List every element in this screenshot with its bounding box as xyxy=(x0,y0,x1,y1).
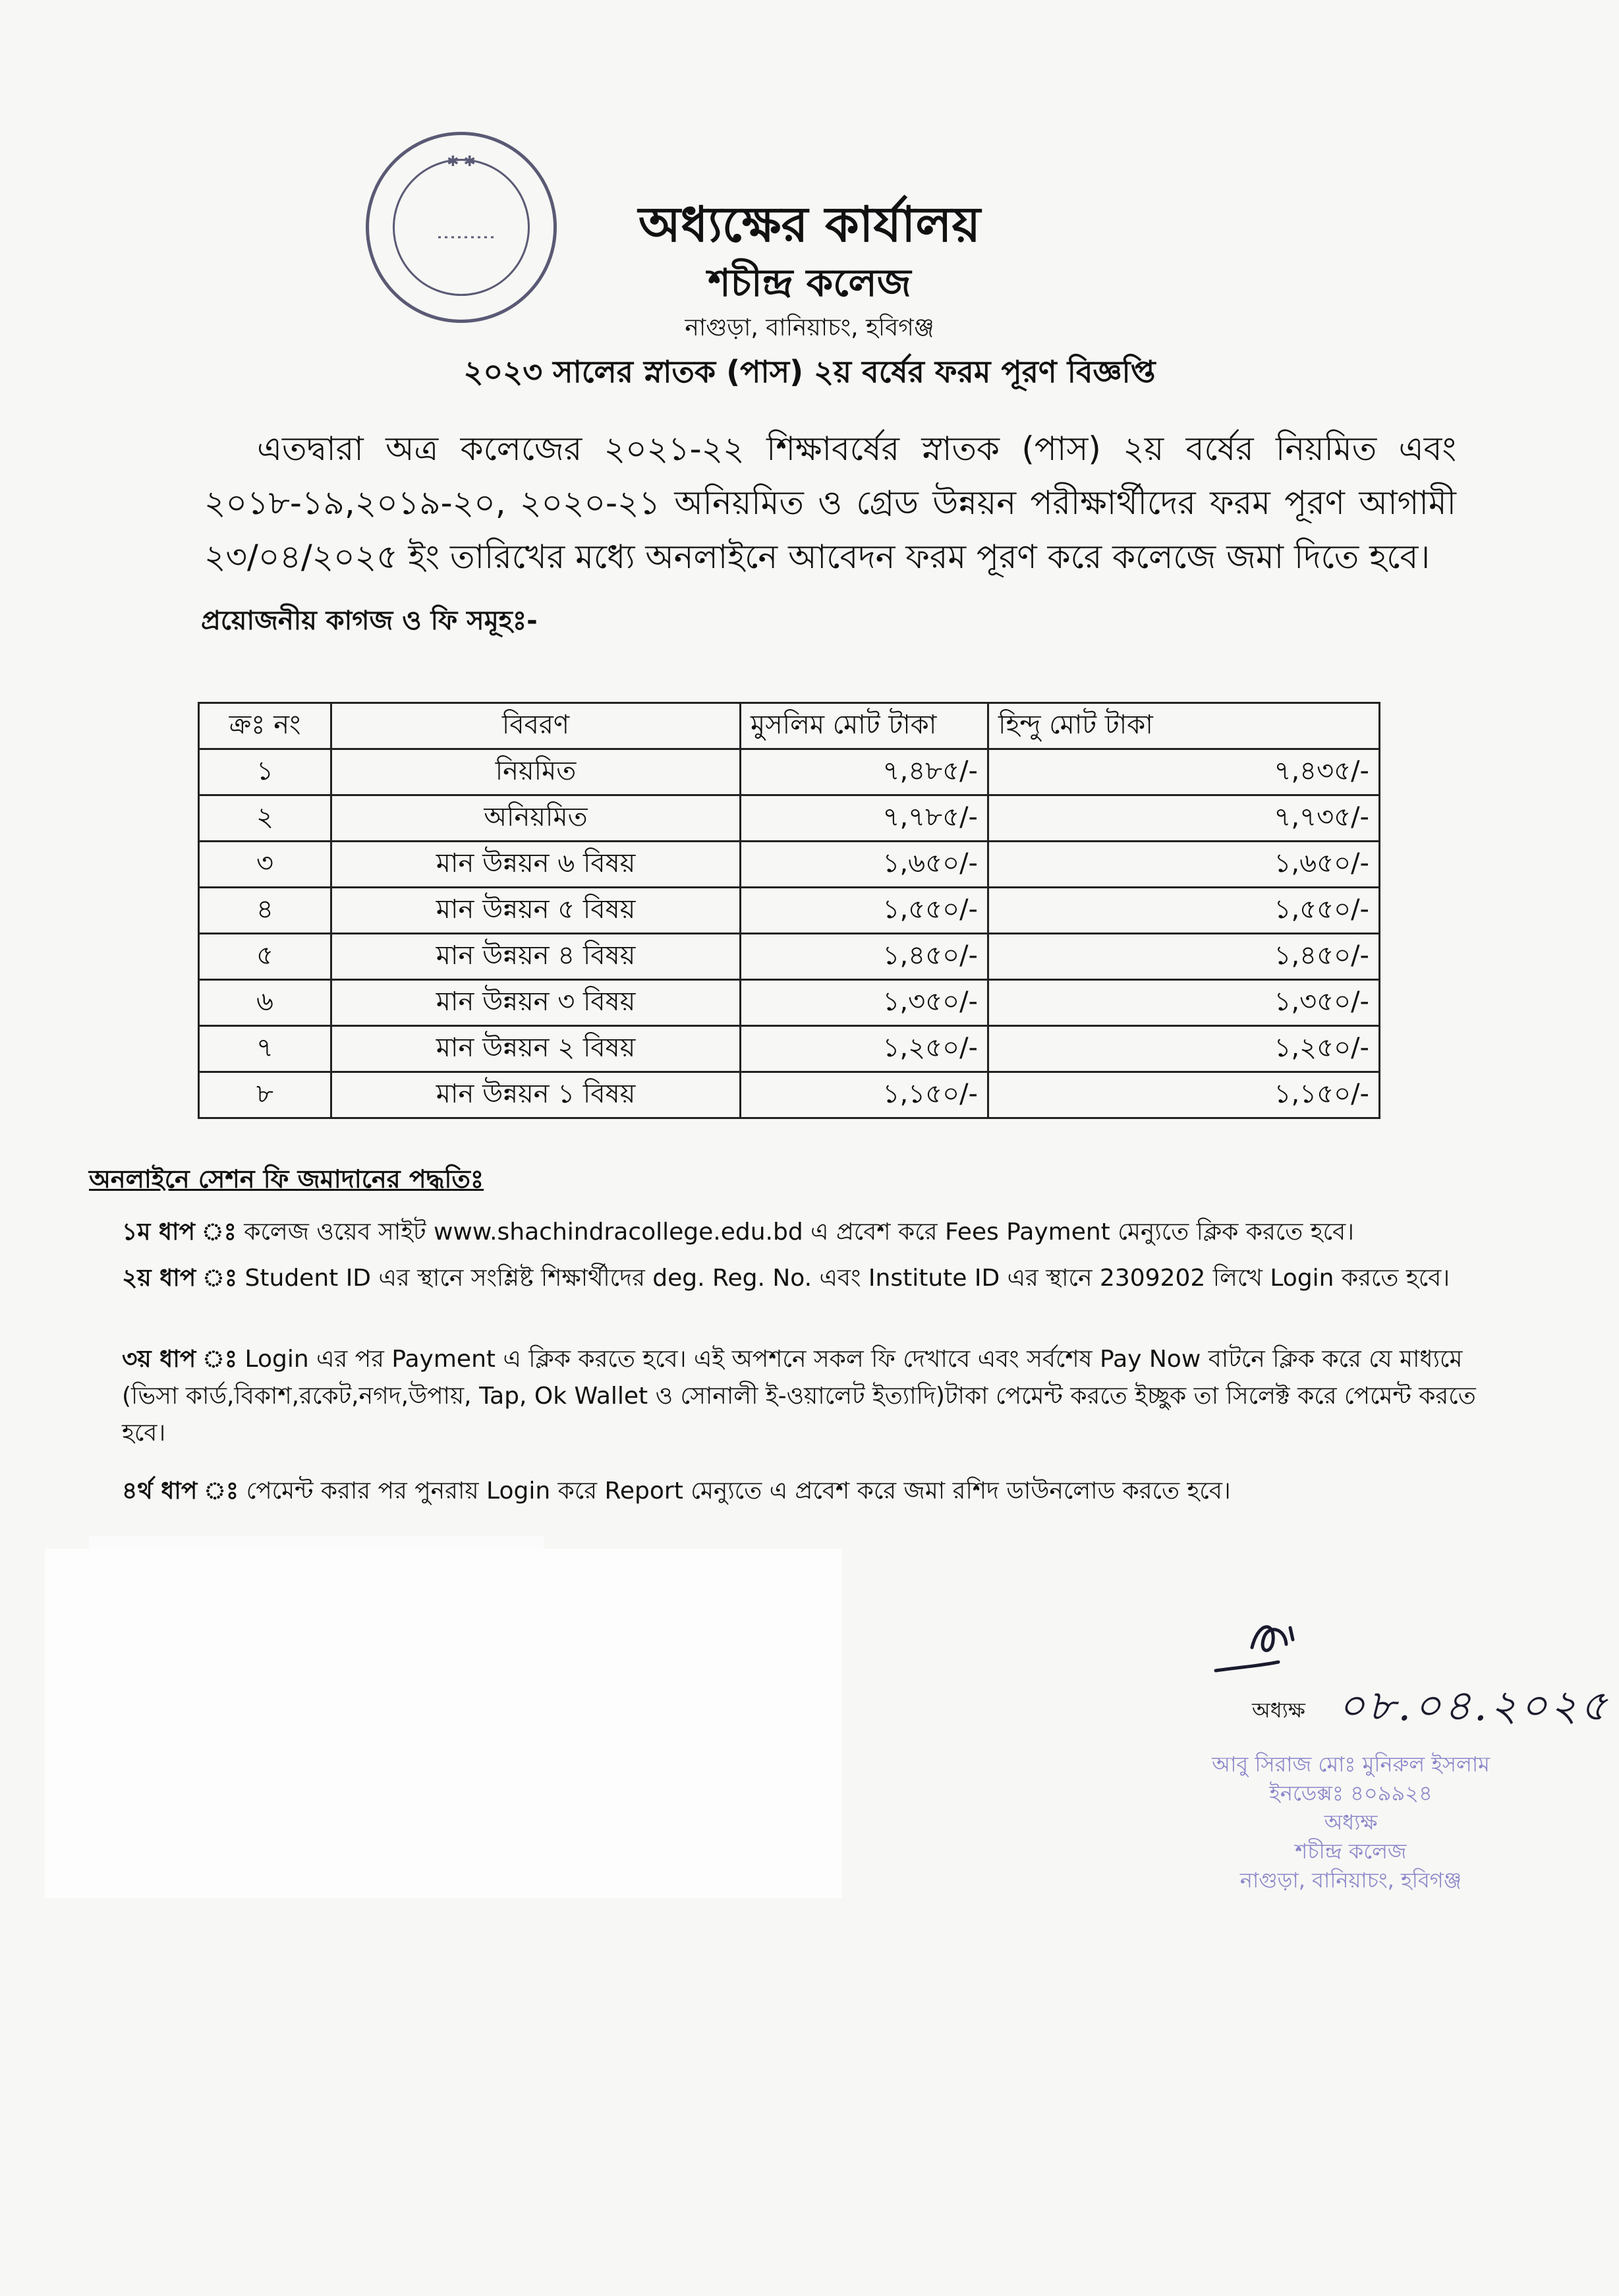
row-serial: ৪ xyxy=(199,888,331,934)
notice-paragraph xyxy=(204,422,1456,584)
fee-table-header xyxy=(199,703,1380,749)
row-description: মান উন্নয়ন ১ বিষয় xyxy=(331,1072,741,1118)
row-description: মান উন্নয়ন ৩ বিষয় xyxy=(331,980,741,1026)
step-text: Login এর পর Payment এ ক্লিক করতে হবে। এই অপশনে সকল ফি দেখাবে এবং সর্বশেষ Pay Now বাটনে ক্লিক করে যে মাধ্যমে (ভিসা কার্ড,বিকাশ,রকেট,নগদ,উপায়, Tap, Ok Wallet ও সোনালী ই-ওয়ালেট ইত্যাদি)টাকা পেমেন্ট করতে ইচ্ছুক তা সিলেক্ট করে পেমেন্ট করতে হবে। xyxy=(122,1346,1476,1447)
row-hindu-amount: ১,২৫০/- xyxy=(988,1026,1380,1072)
stamp-designation: অধ্যক্ষ xyxy=(1324,1810,1378,1835)
fee-table xyxy=(198,702,1380,1119)
header-hindu-total: হিন্দু মোট টাকা xyxy=(988,703,1380,749)
row-description: মান উন্নয়ন ৫ বিষয় xyxy=(331,888,741,934)
college-address: নাগুড়া, বানিয়াচং, হবিগঞ্জ xyxy=(685,314,934,341)
row-description: অনিয়মিত xyxy=(331,795,741,842)
table-row xyxy=(199,749,1380,795)
payment-method-heading: অনলাইনে সেশন ফি জমাদানের পদ্ধতিঃ xyxy=(89,1164,484,1193)
notice-title: ২০২৩ সালের স্নাতক (পাস) ২য় বর্ষের ফরম পূরণ বিজ্ঞপ্তি xyxy=(463,354,1156,389)
row-serial: ৮ xyxy=(199,1072,331,1118)
step-label: ২য় ধাপ ঃ xyxy=(122,1265,238,1292)
svg-text:✱ ✱: ✱ ✱ xyxy=(447,154,476,170)
row-hindu-amount: ১,১৫০/- xyxy=(988,1072,1380,1118)
payment-step-4 xyxy=(122,1473,1479,1510)
row-hindu-amount: ১,৩৫০/- xyxy=(988,980,1380,1026)
office-heading: অধ্যক্ষের কার্যালয় xyxy=(638,196,981,253)
row-muslim-amount: ১,৪৫০/- xyxy=(741,934,988,980)
table-row xyxy=(199,1026,1380,1072)
step-label: ৩য় ধাপ ঃ xyxy=(122,1346,238,1373)
row-serial: ১ xyxy=(199,749,331,795)
redacted-area xyxy=(45,1549,842,1898)
row-muslim-amount: ৭,৪৮৫/- xyxy=(741,749,988,795)
notice-paragraph-text: এতদ্বারা অত্র কলেজের ২০২১-২২ শিক্ষাবর্ষের স্নাতক (পাস) ২য় বর্ষের নিয়মিত এবং ২০১৮-১৯,২০১৯-২০, ২০২০-২১ অনিয়মিত ও গ্রেড উন্নয়ন পরীক্ষার্থীদের ফরম পূরণ আগামী ২৩/০৪/২০২৫ ইং তারিখের মধ্যে অনলাইনে আবেদন ফরম পূরণ করে কলেজে জমা দিতে হবে। xyxy=(204,430,1456,576)
payment-step-1 xyxy=(122,1214,1479,1251)
payment-step-3 xyxy=(122,1341,1479,1452)
row-description: মান উন্নয়ন ২ বিষয় xyxy=(331,1026,741,1072)
signature-title: অধ্যক্ষ xyxy=(1252,1698,1305,1723)
table-row xyxy=(199,888,1380,934)
step-label: ১ম ধাপ ঃ xyxy=(122,1219,237,1246)
row-muslim-amount: ১,৫৫০/- xyxy=(741,888,988,934)
row-description: মান উন্নয়ন ৪ বিষয় xyxy=(331,934,741,980)
row-hindu-amount: ১,৫৫০/- xyxy=(988,888,1380,934)
row-description: নিয়মিত xyxy=(331,749,741,795)
table-row xyxy=(199,1072,1380,1118)
stamp-index: ইনডেক্সঃ ৪০৯৯২৪ xyxy=(1269,1781,1433,1806)
row-serial: ৫ xyxy=(199,934,331,980)
row-serial: ৭ xyxy=(199,1026,331,1072)
header-description: বিবরণ xyxy=(331,703,741,749)
step-text: Student ID এর স্থানে সংশ্লিষ্ট শিক্ষার্থীদের deg. Reg. No. এবং Institute ID এর স্থানে 2309202 লিখে Login করতে হবে। xyxy=(244,1265,1450,1292)
college-name: শচীন্দ্র কলেজ xyxy=(708,260,911,305)
row-muslim-amount: ৭,৭৮৫/- xyxy=(741,795,988,842)
payment-step-2 xyxy=(122,1260,1479,1297)
header-muslim-total: মুসলিম মোট টাকা xyxy=(741,703,988,749)
row-serial: ২ xyxy=(199,795,331,842)
stamp-college: শচীন্দ্র কলেজ xyxy=(1295,1839,1407,1864)
row-description: মান উন্নয়ন ৬ বিষয় xyxy=(331,842,741,888)
handwritten-signature xyxy=(1212,1608,1338,1683)
step-text: কলেজ ওয়েব সাইট www.shachindracollege.edu.bd এ প্রবেশ করে Fees Payment মেন্যুতে ক্লিক করতে হবে। xyxy=(244,1219,1354,1246)
table-row xyxy=(199,980,1380,1026)
requirements-heading: প্রয়োজনীয় কাগজ ও ফি সমূহঃ- xyxy=(201,606,538,636)
row-hindu-amount: ৭,৪৩৫/- xyxy=(988,749,1380,795)
stamp-name: আবু সিরাজ মোঃ মুনিরুল ইসলাম xyxy=(1212,1752,1490,1777)
row-muslim-amount: ১,২৫০/- xyxy=(741,1026,988,1072)
table-row xyxy=(199,842,1380,888)
row-muslim-amount: ১,৬৫০/- xyxy=(741,842,988,888)
row-serial: ৩ xyxy=(199,842,331,888)
row-serial: ৬ xyxy=(199,980,331,1026)
row-hindu-amount: ১,৬৫০/- xyxy=(988,842,1380,888)
signature-date: ০৮.০৪.২০২৫ xyxy=(1338,1682,1610,1731)
stamp-address: নাগুড়া, বানিয়াচং, হবিগঞ্জ xyxy=(1239,1868,1462,1893)
row-hindu-amount: ১,৪৫০/- xyxy=(988,934,1380,980)
step-text: পেমেন্ট করার পর পুনরায় Login করে Report মেন্যুতে এ প্রবেশ করে জমা রশিদ ডাউনলোড করতে হবে। xyxy=(246,1478,1231,1505)
table-row xyxy=(199,795,1380,842)
table-row xyxy=(199,934,1380,980)
row-muslim-amount: ১,১৫০/- xyxy=(741,1072,988,1118)
step-label: ৪র্থ ধাপ ঃ xyxy=(122,1478,239,1505)
row-muslim-amount: ১,৩৫০/- xyxy=(741,980,988,1026)
row-hindu-amount: ৭,৭৩৫/- xyxy=(988,795,1380,842)
header-serial: ক্রঃ নং xyxy=(199,703,331,749)
